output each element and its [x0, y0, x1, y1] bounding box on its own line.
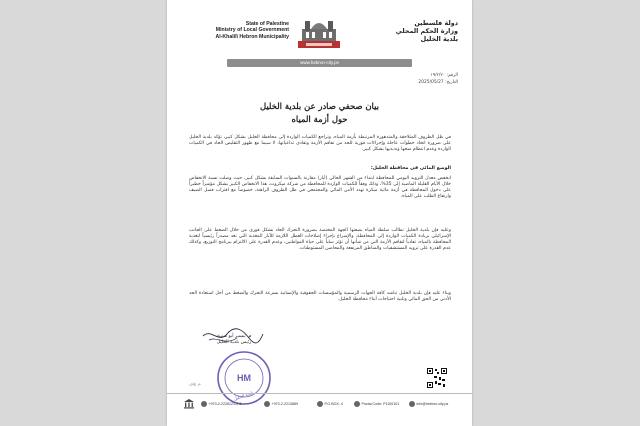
phone-icon [201, 401, 207, 407]
email-icon [409, 401, 415, 407]
stamp-mark: HM [237, 373, 251, 383]
reference-number: الرقم: ١٩/٢/٢٠ [430, 73, 458, 78]
header-ar-municipality: بلدية الخليل [420, 35, 458, 43]
website-banner [227, 59, 412, 67]
footer-email[interactable]: info@hebron-city.ps [409, 400, 448, 408]
stamp-text: بلدية الخليل [233, 389, 254, 402]
paragraph-intro: في ظل الظروف المتلاحقة والمتدهورة المرتبطة بأزمة المياه، وتراجع الكميات الواردة إلى محافظة الخليل بشكل كبير، تؤكد بلدية الخليل على ضرورة اتخاذ خطوات عاجلة وإجراءات فورية للحد من تفاقم الأزمة وتفادي تداعياتها، لا سيما مع ظهور التقليص الحاد في الكميات الواردة وعدم انتظام ضخها وتذبذبها بشكل كبير. [189, 135, 451, 153]
postal-icon [354, 401, 360, 407]
section-heading-water-status: الوضع المائي في محافظة الخليل: [370, 166, 451, 171]
header-en-state: State of Palestine [245, 21, 289, 27]
footer-postal: Postal Code: P1100101 [354, 400, 399, 408]
header-en-municipality: Al-Khalil\ Hebron Municipality [215, 33, 289, 40]
document-subtitle: حول أزمة المياه [291, 114, 348, 124]
contact-footer [167, 393, 472, 414]
header-en-ministry: Ministry of Local Government [215, 27, 289, 34]
website-url[interactable]: www.hebron-city.ps [300, 60, 339, 65]
hebron-municipality-logo [292, 13, 346, 51]
footer-phone-1[interactable]: +970-2-2228121-2-3 [201, 400, 241, 408]
municipality-building-icon [183, 398, 195, 409]
header-english [185, 21, 289, 40]
document-date: التاريخ: 2025/05/27 [418, 80, 458, 85]
mailbox-icon [317, 401, 323, 407]
footer-phone-2[interactable]: +970-2-2213889 [264, 400, 298, 408]
signatory-role: رئيس بلدية الخليل [216, 340, 252, 345]
document-page [167, 0, 472, 426]
signature-block [189, 334, 279, 346]
fax-icon [264, 401, 270, 407]
signatory-name: م. تيسير أبو سنينة [216, 334, 252, 339]
header-ar-ministry: وزارة الحكم المحلي [395, 27, 458, 35]
qr-code[interactable] [427, 368, 447, 388]
footer-pobox: P.O.BOX: 4 [317, 400, 343, 408]
paragraph-water-status: انخفض معدل التزويد اليومي للمحافظة ابتداء من الشهر الحالي (أيار) مقارنة بالسنوات السابقة بشكل كبير، حيث وصلت نسبة الانخفاض خلال الأيام القليلة الماضية إلى 35%، وذلك وفقاً للكميات الواردة للمحافظة من شركة ميكروت، هذا الانخفاض الكبير يشكل مؤشراً خطيراً على دخول المحافظة في أزمة مائية مبكرة تهدد الأمن المائي والمجتمعي في ظل الظروف الراهنة، خصوصاً مع اقتراب فصل الصيف وارتفاع الطلب على المياه. [189, 176, 452, 200]
header-ar-state: دولة فلسطين [414, 19, 458, 27]
document-title: بيان صحفي صادر عن بلدية الخليل [260, 101, 379, 111]
paragraph-demands: وعليه فإن بلدية الخليل تطالب سلطة المياه بصفتها الجهة المختصة بضرورة التحرك الجاد بشكل فوري من خلال الضغط على الجانب الإسرائيلي بزيادة الكميات الواردة إلى المحافظة، والإسراع بإجراء إصلاحات العطل اللازمة للآبار المغذية التي تعد مصدراً رئيسياً لتغذية المحافظة بالمياه، تفادياً لتفاقم الأزمة التي من شأنها أن تؤثر سلباً على حياة المواطنين، وعدم القدرة على الالتزام ببرنامج التوزيع، وكذلك عدم القدرة على تزويد المستشفيات والمناطق المرتفعة والمحاضن المستوطنات. [189, 228, 451, 252]
header-arabic [368, 19, 458, 43]
paragraph-appeal: وبناء عليه فإن بلدية الخليل تناشد كافة الجهات الرسمية والمؤسسات الحقوقية والإنسانية بسرعة التحرك والضغط من أجل استعادة الحد الأدنى من الحق المائي وتلبية احتياجات أبناء محافظة الخليل. [189, 291, 451, 303]
initials-note: م. ع/ف [189, 382, 201, 386]
